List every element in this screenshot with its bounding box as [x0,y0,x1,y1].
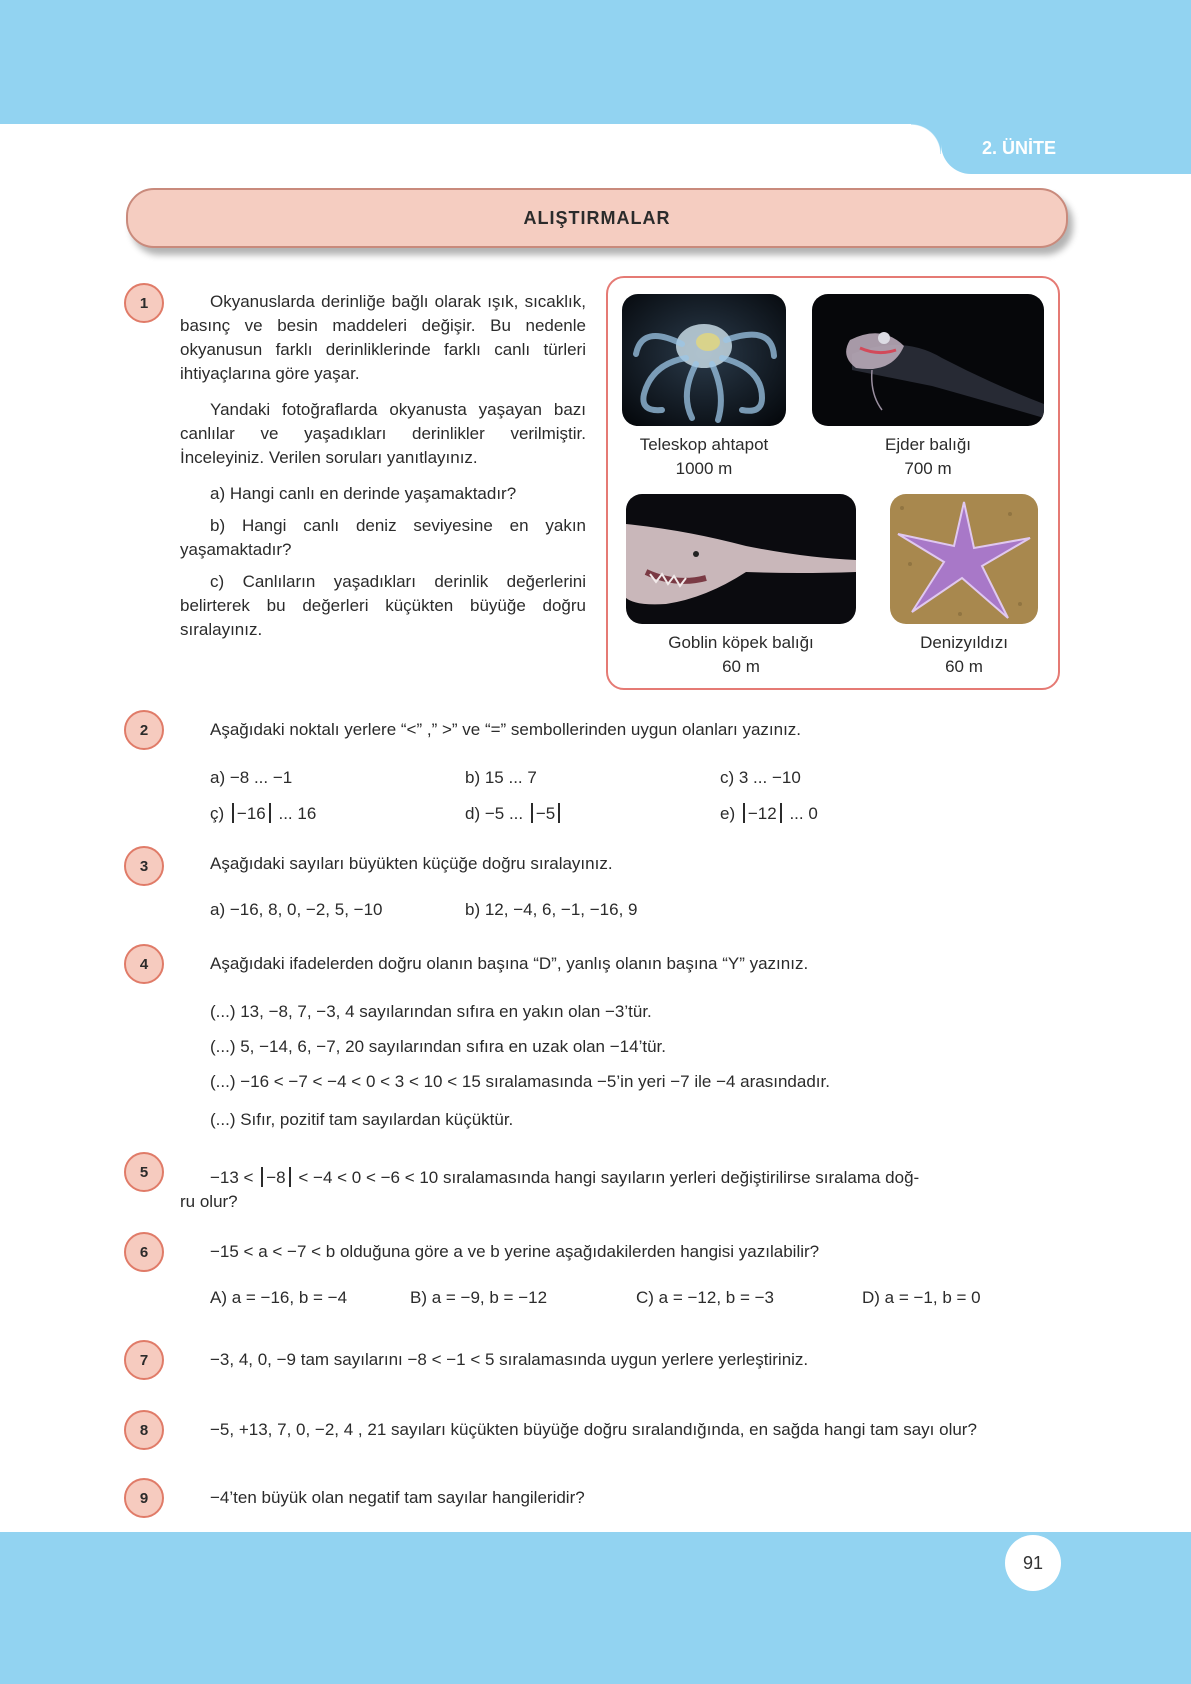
absolute-bar [558,803,560,823]
statement-item: (...) −16 < −7 < −4 < 0 < 3 < 10 < 15 sıralamasında −5’in yeri −7 ile −4 arasındadır. [210,1072,830,1091]
question-4-text: Aşağıdaki ifadelerden doğru olanın başına “D”, yanlış olanın başına “Y” yazınız. [210,954,809,973]
question-number: 4 [124,944,164,984]
question-3-text: Aşağıdaki sayıları büyükten küçüğe doğru sıralayınız. [210,854,613,873]
goblin-shark-photo [626,494,856,624]
option: c) 3 ... −10 [720,768,801,787]
option [210,802,316,826]
question-1-text [180,290,586,642]
statement-item: (...) 13, −8, 7, −3, 4 sayılarından sıfıra en yakın olan −3’tür. [210,1002,652,1021]
option: B) a = −9, b = −12 [410,1288,548,1307]
dragonfish-caption [812,433,1044,481]
page-number: 91 [1005,1535,1061,1591]
option: b) 15 ... 7 [465,768,537,787]
question-1-paragraph-1: Okyanuslarda derinliğe bağlı olarak ışık, sıcaklık, basınç ve besin maddeleri değişir. Bu nedenle okyanusun farklı derinliklerinde farklı canlı türleri ihtiyaçlarına göre yaşar. [180,292,586,383]
question-2-text: Aşağıdaki noktalı yerlere “<” ,” >” ve “=” sembollerinden uygun olanları yazınız. [210,720,802,739]
goblin-shark-caption [614,631,868,679]
animal-depth: 60 m [945,657,983,676]
question-number: 1 [124,283,164,323]
question-6-text: −15 < a < −7 < b olduğuna göre a ve b yerine aşağıdakilerden hangisi yazılabilir? [210,1242,820,1261]
question-number: 8 [124,1410,164,1450]
question-number: 7 [124,1340,164,1380]
absolute-bar [780,803,782,823]
absolute-value: −16 [236,804,266,823]
header-band [0,0,1191,124]
option: C) a = −12, b = −3 [636,1288,774,1307]
absolute-value: −8 [266,1168,286,1187]
animal-name: Denizyıldızı [920,633,1008,652]
question-7-text: −3, 4, 0, −9 tam sayılarını −8 < −1 < 5 sıralamasında uygun yerlere yerleştiriniz. [210,1350,809,1369]
unit-tab [941,124,1191,174]
question-number: 2 [124,710,164,750]
option: a) −16, 8, 0, −2, 5, −10 [210,900,383,919]
dragonfish-photo [812,294,1044,426]
option-prefix: e) [720,804,736,823]
animal-depth: 700 m [904,459,952,478]
option [720,802,818,826]
question-1-paragraph-2: Yandaki fotoğraflarda okyanusta yaşayan bazı canlılar ve yaşadıkları derinlikler verilmiştir. İnceleyiniz. Verilen soruları yanıtlayınız. [180,400,586,467]
octopus-caption [608,433,800,481]
option-prefix: d) −5 ... [465,804,524,823]
absolute-bar [232,803,234,823]
animal-name: Teleskop ahtapot [639,435,769,454]
absolute-bar [289,1167,291,1187]
option: a) −8 ... −1 [210,768,293,787]
question-8-text: −5, +13, 7, 0, −2, 4 , 21 sayıları küçükten büyüğe doğru sıralandığında, en sağda hangi tam sayı olur? [210,1420,977,1439]
option [465,802,563,826]
question-number: 5 [124,1152,164,1192]
question-number: 9 [124,1478,164,1518]
question-1-part-c: c) Canlıların yaşadıkları derinlik değerlerini belirterek bu değerleri küçükten büyüğe doğru sıralayınız. [180,572,586,639]
option: b) 12, −4, 6, −1, −16, 9 [465,900,638,919]
absolute-bar [261,1167,263,1187]
octopus-photo [622,294,786,426]
photo-panel [606,276,1060,690]
unit-label: 2. ÜNİTE [981,138,1056,158]
animal-depth: 60 m [722,657,760,676]
question-9-text: −4’ten büyük olan negatif tam sayılar hangileridir? [210,1488,585,1507]
question-1-part-a: a) Hangi canlı en derinde yaşamaktadır? [210,484,517,503]
animal-name: Ejder balığı [885,435,971,454]
statement-item: (...) Sıfır, pozitif tam sayılardan küçüktür. [210,1110,514,1129]
animal-name: Goblin köpek balığı [668,633,814,652]
question-number: 3 [124,846,164,886]
question-number: 6 [124,1232,164,1272]
option-suffix: ... 0 [789,804,818,823]
starfish-caption [874,631,1054,679]
absolute-bar [743,803,745,823]
statement-item: (...) 5, −14, 6, −7, 20 sayılarından sıfıra en uzak olan −14’tür. [210,1037,666,1056]
option: D) a = −1, b = 0 [862,1288,981,1307]
text-segment: < −4 < 0 < −6 < 10 sıralamasında hangi sayıların yerleri değiştirilirse sıralama doğ- [298,1168,920,1187]
option-suffix: ... 16 [278,804,317,823]
option: A) a = −16, b = −4 [210,1288,348,1307]
absolute-bar [269,803,271,823]
animal-depth: 1000 m [675,459,733,478]
question-5-text [210,1166,1070,1190]
question-1-part-b: b) Hangi canlı deniz seviyesine en yakın yaşamaktadır? [180,516,586,559]
question-5-continuation: ru olur? [180,1192,238,1211]
starfish-photo [890,494,1038,624]
section-banner [126,188,1068,248]
option-prefix: ç) [210,804,225,823]
section-title: ALIŞTIRMALAR [523,207,671,228]
absolute-value: −12 [747,804,777,823]
text-segment: −13 < [210,1168,254,1187]
absolute-value: −5 [535,804,556,823]
absolute-bar [531,803,533,823]
